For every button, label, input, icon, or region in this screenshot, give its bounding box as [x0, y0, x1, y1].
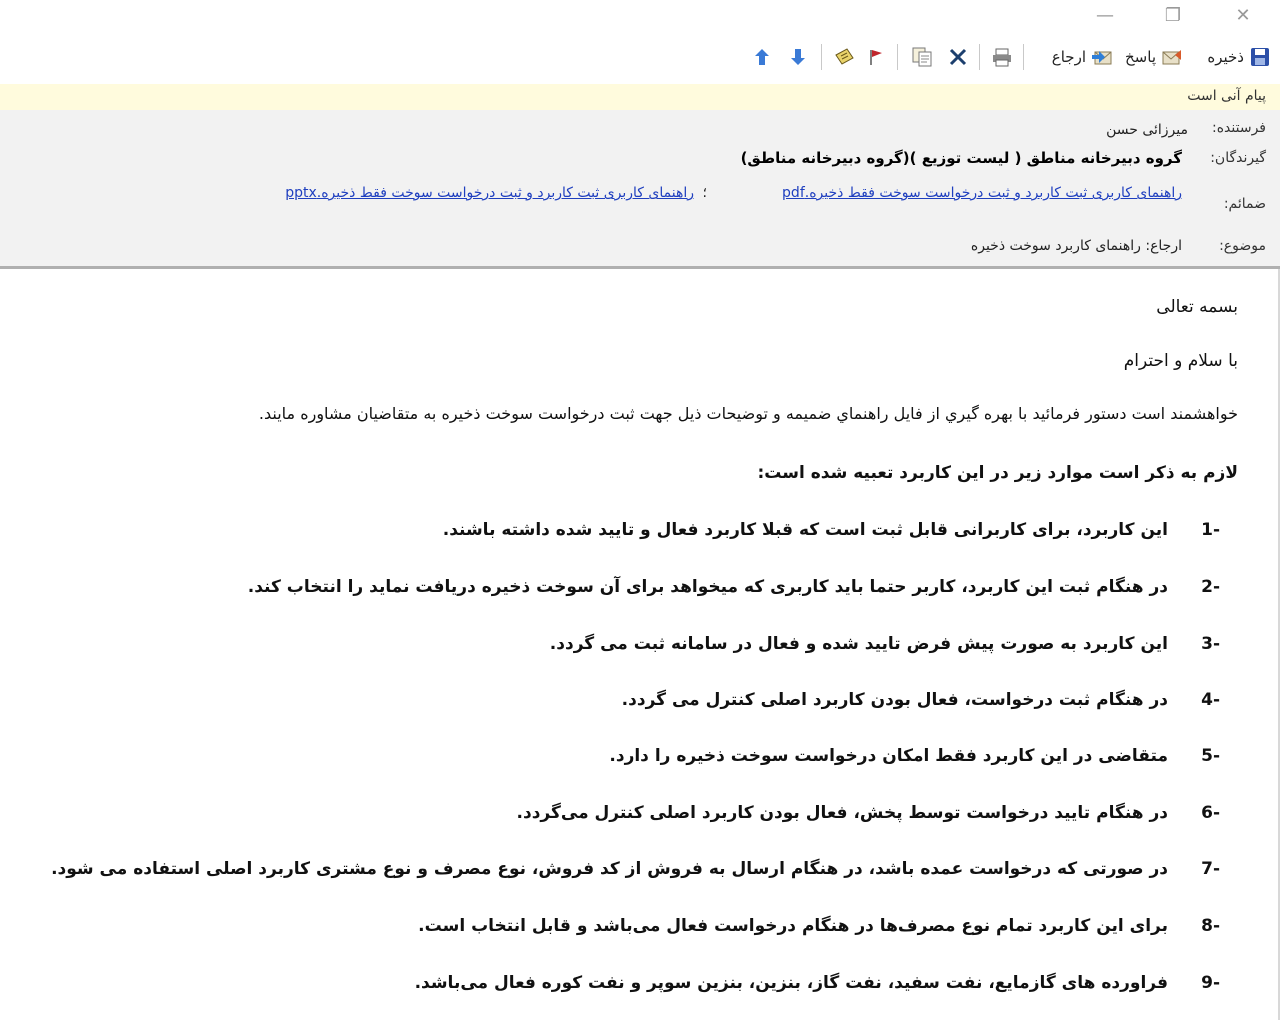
delete-button[interactable] [946, 42, 970, 72]
info-bar [0, 84, 1280, 110]
list-item: این کاربرد به صورت پیش فرض تایید شده و فعال در سامانه ثبت می گردد. [549, 634, 1168, 654]
subject-label: موضوع: [1219, 238, 1266, 254]
intro-paragraph: خواهشمند است دستور فرمائيد با بهره گيري از فايل راهنماي ضميمه و توضيحات ذيل جهت ثبت درخواست سوخت ذخيره به متقاضيان مشاوره مايند. [258, 404, 1238, 423]
copy-button[interactable] [910, 42, 934, 72]
info-bar-text: پیام آنی است [1187, 88, 1266, 104]
forward-button[interactable] [1052, 42, 1114, 72]
list-item: متقاضی در این کاربرد فقط امکان درخواست سوخت ذخیره را دارد. [609, 746, 1168, 766]
forward-label: ارجاع [1051, 48, 1086, 66]
minimize-button[interactable] [1090, 4, 1120, 28]
note-button[interactable] [832, 42, 856, 72]
close-window-button[interactable] [1228, 4, 1258, 28]
list-item: این کاربرد، برای کاربرانی قابل ثبت است که قبلا کاربرد فعال و تایید شده داشته باشند. [442, 520, 1168, 540]
forward-icon [1090, 45, 1114, 69]
subject-value: ارجاع: راهنمای کاربرد سوخت ذخیره [970, 238, 1182, 254]
reply-label: پاسخ [1125, 48, 1156, 66]
arrow-down-icon [786, 45, 810, 69]
maximize-icon: ❐ [1164, 5, 1182, 26]
list-item-number: -2 [1201, 577, 1220, 597]
list-item: فراورده های گازمایع، نفت سفید، نفت گاز، بنزین، بنزین سوپر و نفت کوره فعال می‌باشد. [414, 973, 1168, 993]
recipients-value: گروه دبیرخانه مناطق ( لیست توزیع )(گروه دبیرخانه مناطق) [740, 149, 1182, 167]
sender-value: میرزائی حسن [1106, 122, 1188, 138]
reply-icon [1160, 45, 1184, 69]
toolbar-separator [897, 44, 898, 70]
list-item: برای این کاربرد تمام نوع مصرف‌ها در هنگام درخواست فعال می‌باشد و قابل انتخاب است. [418, 916, 1168, 936]
toolbar-separator [821, 44, 822, 70]
recipients-label: گیرندگان: [1210, 150, 1266, 166]
toolbar-separator [1023, 44, 1024, 70]
flag-icon [864, 45, 888, 69]
sender-label: فرستنده: [1212, 120, 1266, 136]
floppy-disk-icon [1248, 45, 1272, 69]
printer-icon [990, 45, 1014, 69]
message-body [0, 269, 1280, 1020]
window-titlebar [0, 0, 1280, 34]
list-item-number: -9 [1201, 973, 1220, 993]
delete-x-icon [946, 45, 970, 69]
list-item-number: -7 [1201, 859, 1220, 879]
list-item-number: -8 [1201, 916, 1220, 936]
list-item-number: -6 [1201, 803, 1220, 823]
attachment-separator: ؛ [702, 185, 707, 201]
attachments-label: ضمائم: [1223, 196, 1266, 212]
maximize-button[interactable] [1158, 4, 1188, 28]
attachment-link-pptx[interactable]: راهنمای کاربری ثبت کاربرد و ثبت درخواست سوخت فقط ذخیره.pptx [285, 185, 694, 201]
print-button[interactable] [990, 42, 1014, 72]
list-item-number: -1 [1201, 520, 1220, 540]
sticky-note-icon [832, 45, 856, 69]
copy-document-icon [910, 45, 934, 69]
previous-message-button[interactable] [750, 42, 774, 72]
flag-button[interactable] [864, 42, 888, 72]
note-line: لازم به ذکر است موارد زیر در این کاربرد تعبیه شده است: [757, 463, 1238, 483]
list-item-number: -5 [1201, 746, 1220, 766]
next-message-button[interactable] [786, 42, 810, 72]
list-item-number: -4 [1201, 690, 1220, 710]
close-icon: ✕ [1235, 5, 1251, 26]
list-item-number: -3 [1201, 634, 1220, 654]
save-button[interactable] [1207, 42, 1272, 72]
list-item: در هنگام تایید درخواست توسط پخش، فعال بودن کاربرد اصلی کنترل می‌گردد. [516, 803, 1168, 823]
greeting-line: بسمه تعالی [1156, 297, 1238, 317]
attachment-link-pdf[interactable]: راهنمای کاربری ثبت کاربرد و ثبت درخواست سوخت فقط ذخیره.pdf [782, 185, 1182, 201]
list-item: در هنگام ثبت درخواست، فعال بودن کاربرد اصلی کنترل می گردد. [621, 690, 1168, 710]
save-label: ذخیره [1207, 48, 1244, 66]
reply-button[interactable] [1125, 42, 1184, 72]
salutation-line: با سلام و احترام [1123, 351, 1238, 371]
minimize-icon: — [1096, 5, 1114, 26]
list-item: در صورتی که درخواست عمده باشد، در هنگام ارسال به فروش از کد فروش، نوع مصرف و نوع مشتری کاربرد اصلی استفاده می شود. [51, 859, 1168, 879]
message-header [0, 110, 1280, 269]
arrow-up-icon [750, 45, 774, 69]
toolbar-separator [979, 44, 980, 70]
list-item: در هنگام ثبت این کاربرد، کاربر حتما باید کاربری که میخواهد برای آن سوخت ذخیره دریافت نماید را انتخاب کند. [247, 577, 1168, 597]
toolbar [0, 34, 1280, 84]
